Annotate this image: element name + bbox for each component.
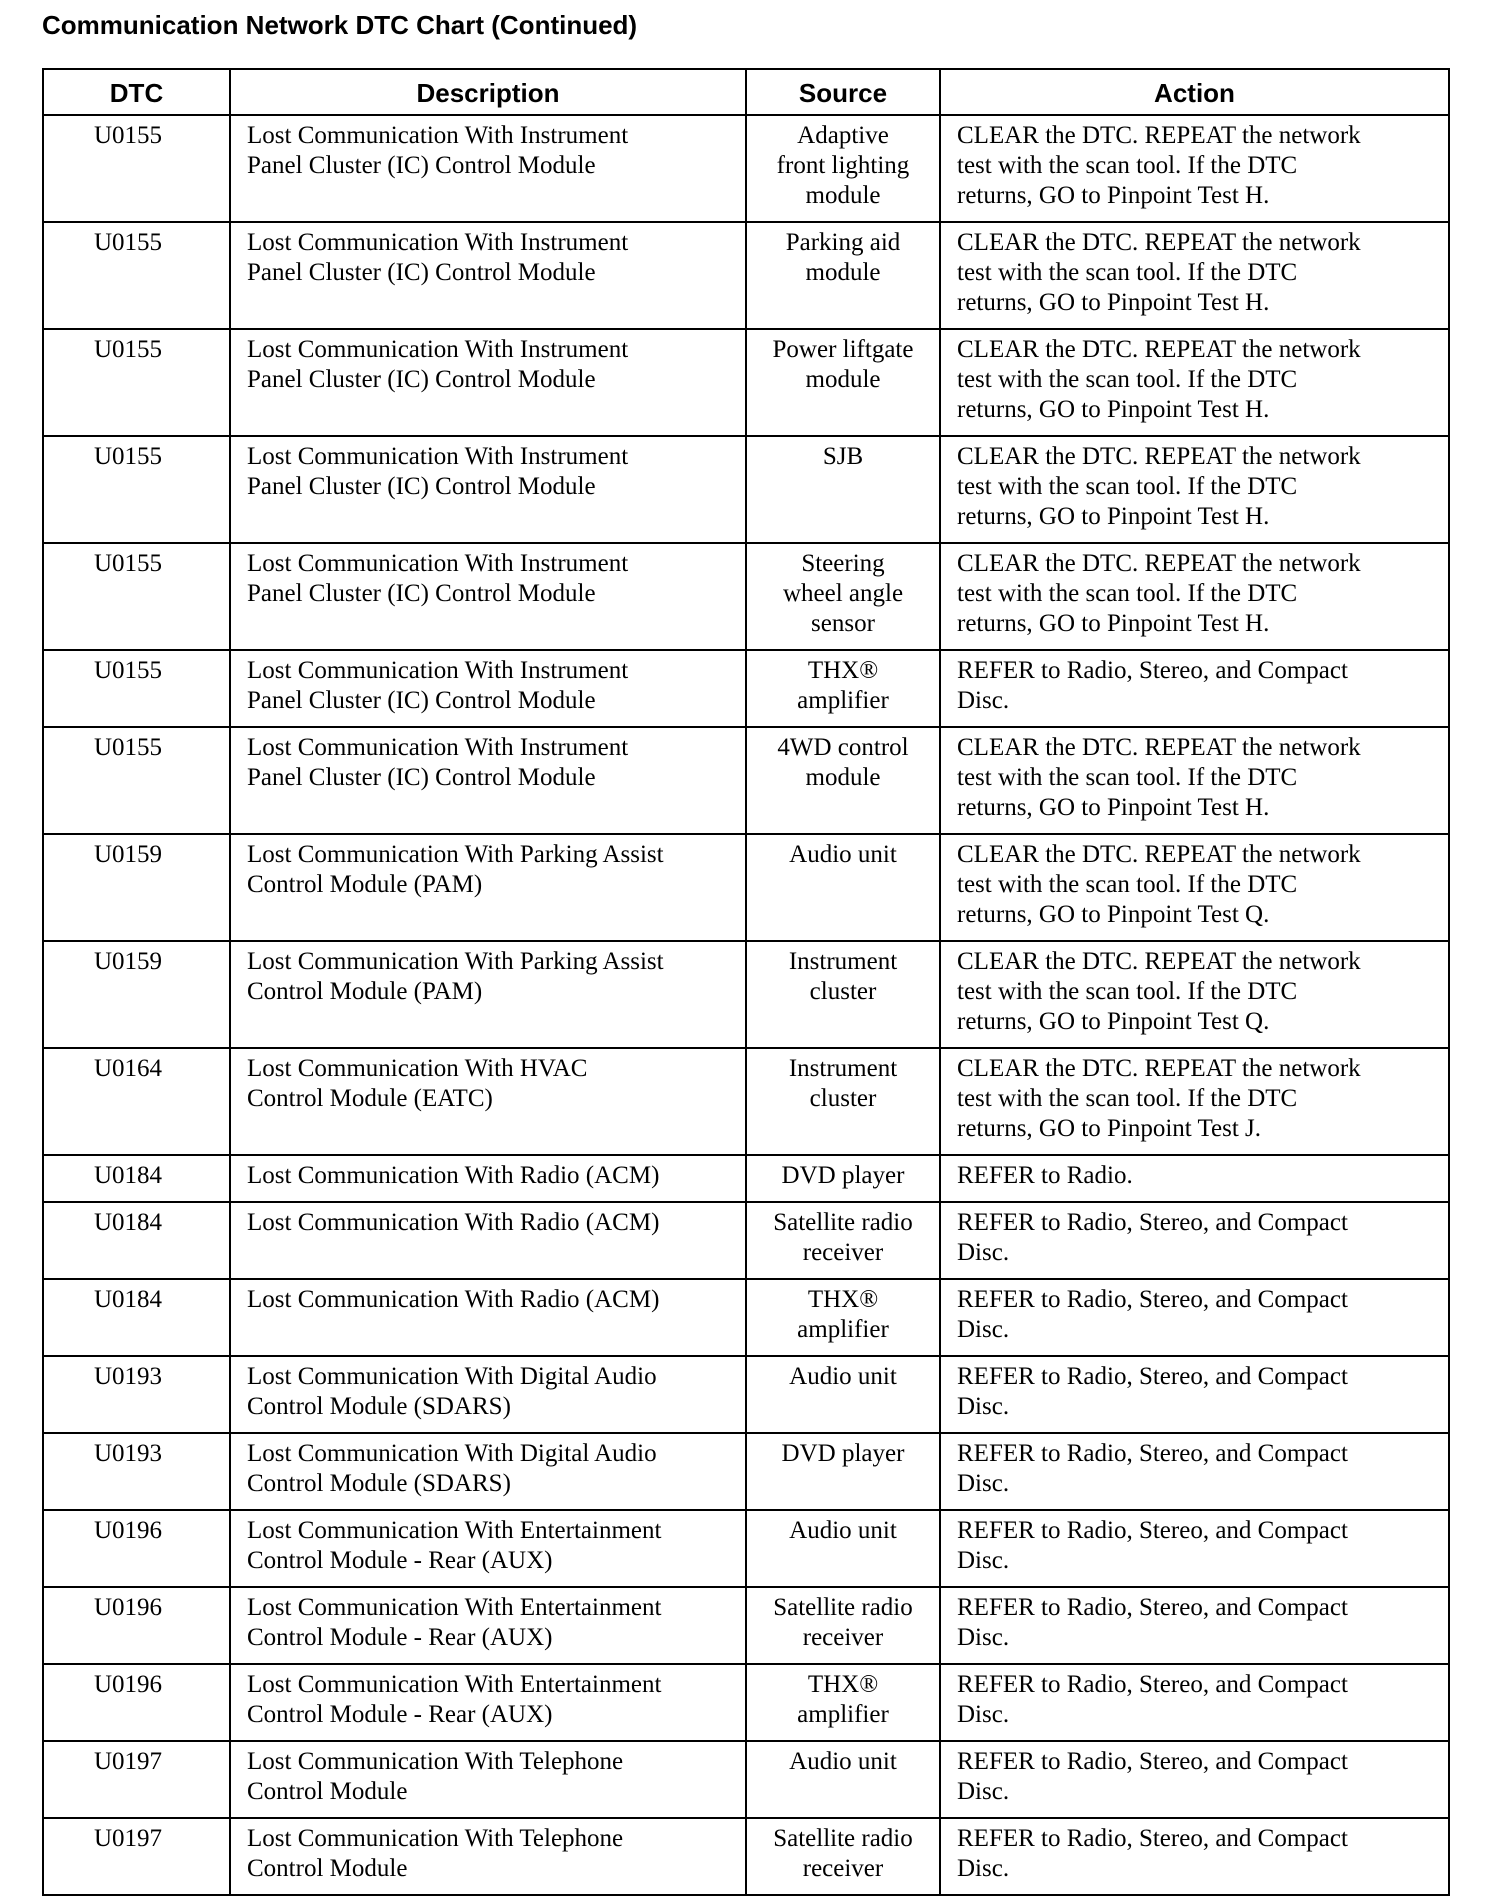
description-cell: Lost Communication With Parking Assist Control Module (PAM) [230, 941, 746, 1048]
table-row [43, 650, 1449, 727]
dtc-cell: U0193 [43, 1433, 230, 1510]
action-cell: REFER to Radio, Stereo, and Compact Disc. [940, 1202, 1449, 1279]
description-cell: Lost Communication With Parking Assist Control Module (PAM) [230, 834, 746, 941]
dtc-cell: U0155 [43, 650, 230, 727]
source-cell: Audio unit [746, 1510, 940, 1587]
dtc-cell: U0184 [43, 1279, 230, 1356]
source-cell: THX® amplifier [746, 1664, 940, 1741]
description-cell: Lost Communication With Instrument Panel Cluster (IC) Control Module [230, 727, 746, 834]
dtc-cell: U0197 [43, 1741, 230, 1818]
action-cell: REFER to Radio, Stereo, and Compact Disc. [940, 1356, 1449, 1433]
source-cell: DVD player [746, 1433, 940, 1510]
action-cell: REFER to Radio, Stereo, and Compact Disc. [940, 1510, 1449, 1587]
dtc-cell: U0155 [43, 436, 230, 543]
table-row [43, 1279, 1449, 1356]
description-cell: Lost Communication With Telephone Control Module [230, 1741, 746, 1818]
source-cell: THX® amplifier [746, 1279, 940, 1356]
description-cell: Lost Communication With Instrument Panel Cluster (IC) Control Module [230, 650, 746, 727]
header-dtc: DTC [43, 69, 230, 115]
description-cell: Lost Communication With Instrument Panel Cluster (IC) Control Module [230, 222, 746, 329]
source-cell: Audio unit [746, 1741, 940, 1818]
table-row [43, 1433, 1449, 1510]
dtc-cell: U0155 [43, 329, 230, 436]
header-source: Source [746, 69, 940, 115]
table-row [43, 1741, 1449, 1818]
description-cell: Lost Communication With Radio (ACM) [230, 1155, 746, 1202]
source-cell: Audio unit [746, 834, 940, 941]
dtc-cell: U0184 [43, 1155, 230, 1202]
source-cell: Instrument cluster [746, 941, 940, 1048]
description-cell: Lost Communication With HVAC Control Module (EATC) [230, 1048, 746, 1155]
source-cell: Adaptive front lighting module [746, 115, 940, 222]
description-cell: Lost Communication With Instrument Panel Cluster (IC) Control Module [230, 329, 746, 436]
description-cell: Lost Communication With Entertainment Control Module - Rear (AUX) [230, 1664, 746, 1741]
table-row [43, 834, 1449, 941]
table-row [43, 436, 1449, 543]
source-cell: Steering wheel angle sensor [746, 543, 940, 650]
description-cell: Lost Communication With Radio (ACM) [230, 1279, 746, 1356]
description-cell: Lost Communication With Entertainment Control Module - Rear (AUX) [230, 1510, 746, 1587]
description-cell: Lost Communication With Instrument Panel Cluster (IC) Control Module [230, 436, 746, 543]
page-title: Communication Network DTC Chart (Continued) [42, 10, 638, 40]
table-row [43, 1510, 1449, 1587]
source-cell: Satellite radio receiver [746, 1818, 940, 1895]
source-cell: Parking aid module [746, 222, 940, 329]
table-row [43, 1664, 1449, 1741]
action-cell: REFER to Radio, Stereo, and Compact Disc. [940, 1818, 1449, 1895]
table-row [43, 1356, 1449, 1433]
dtc-cell: U0193 [43, 1356, 230, 1433]
source-cell: Satellite radio receiver [746, 1587, 940, 1664]
dtc-cell: U0155 [43, 543, 230, 650]
description-cell: Lost Communication With Radio (ACM) [230, 1202, 746, 1279]
dtc-cell: U0164 [43, 1048, 230, 1155]
dtc-cell: U0197 [43, 1818, 230, 1895]
action-cell: REFER to Radio, Stereo, and Compact Disc. [940, 1433, 1449, 1510]
source-cell: Audio unit [746, 1356, 940, 1433]
table-header-row [43, 69, 1449, 115]
table-row [43, 727, 1449, 834]
description-cell: Lost Communication With Instrument Panel Cluster (IC) Control Module [230, 115, 746, 222]
table-row [43, 222, 1449, 329]
table-row [43, 1587, 1449, 1664]
header-description: Description [230, 69, 746, 115]
action-cell: CLEAR the DTC. REPEAT the network test with the scan tool. If the DTC returns, GO to Pinpoint Test H. [940, 329, 1449, 436]
source-cell: Instrument cluster [746, 1048, 940, 1155]
dtc-cell: U0155 [43, 727, 230, 834]
action-cell: REFER to Radio, Stereo, and Compact Disc. [940, 1587, 1449, 1664]
action-cell: REFER to Radio, Stereo, and Compact Disc. [940, 1664, 1449, 1741]
source-cell: THX® amplifier [746, 650, 940, 727]
action-cell: CLEAR the DTC. REPEAT the network test with the scan tool. If the DTC returns, GO to Pinpoint Test H. [940, 543, 1449, 650]
dtc-cell: U0159 [43, 834, 230, 941]
source-cell: DVD player [746, 1155, 940, 1202]
description-cell: Lost Communication With Instrument Panel Cluster (IC) Control Module [230, 543, 746, 650]
table-body [43, 115, 1449, 1895]
dtc-cell: U0155 [43, 222, 230, 329]
description-cell: Lost Communication With Entertainment Control Module - Rear (AUX) [230, 1587, 746, 1664]
table-row [43, 1818, 1449, 1895]
dtc-cell: U0196 [43, 1510, 230, 1587]
description-cell: Lost Communication With Digital Audio Control Module (SDARS) [230, 1356, 746, 1433]
table-row [43, 543, 1449, 650]
table-row [43, 941, 1449, 1048]
action-cell: CLEAR the DTC. REPEAT the network test with the scan tool. If the DTC returns, GO to Pinpoint Test H. [940, 727, 1449, 834]
action-cell: REFER to Radio, Stereo, and Compact Disc. [940, 1279, 1449, 1356]
dtc-cell: U0184 [43, 1202, 230, 1279]
action-cell: REFER to Radio, Stereo, and Compact Disc. [940, 650, 1449, 727]
table-row [43, 115, 1449, 222]
dtc-cell: U0196 [43, 1587, 230, 1664]
description-cell: Lost Communication With Telephone Control Module [230, 1818, 746, 1895]
action-cell: CLEAR the DTC. REPEAT the network test with the scan tool. If the DTC returns, GO to Pinpoint Test Q. [940, 834, 1449, 941]
source-cell: SJB [746, 436, 940, 543]
action-cell: CLEAR the DTC. REPEAT the network test with the scan tool. If the DTC returns, GO to Pinpoint Test H. [940, 115, 1449, 222]
action-cell: CLEAR the DTC. REPEAT the network test with the scan tool. If the DTC returns, GO to Pinpoint Test J. [940, 1048, 1449, 1155]
table-row [43, 1155, 1449, 1202]
dtc-cell: U0196 [43, 1664, 230, 1741]
dtc-table [42, 68, 1450, 1896]
action-cell: REFER to Radio, Stereo, and Compact Disc. [940, 1741, 1449, 1818]
table-row [43, 329, 1449, 436]
source-cell: Power liftgate module [746, 329, 940, 436]
source-cell: Satellite radio receiver [746, 1202, 940, 1279]
dtc-cell: U0159 [43, 941, 230, 1048]
header-action: Action [940, 69, 1449, 115]
dtc-cell: U0155 [43, 115, 230, 222]
source-cell: 4WD control module [746, 727, 940, 834]
description-cell: Lost Communication With Digital Audio Control Module (SDARS) [230, 1433, 746, 1510]
table-row [43, 1202, 1449, 1279]
table-row [43, 1048, 1449, 1155]
action-cell: CLEAR the DTC. REPEAT the network test with the scan tool. If the DTC returns, GO to Pinpoint Test Q. [940, 941, 1449, 1048]
action-cell: REFER to Radio. [940, 1155, 1449, 1202]
action-cell: CLEAR the DTC. REPEAT the network test with the scan tool. If the DTC returns, GO to Pinpoint Test H. [940, 222, 1449, 329]
action-cell: CLEAR the DTC. REPEAT the network test with the scan tool. If the DTC returns, GO to Pinpoint Test H. [940, 436, 1449, 543]
